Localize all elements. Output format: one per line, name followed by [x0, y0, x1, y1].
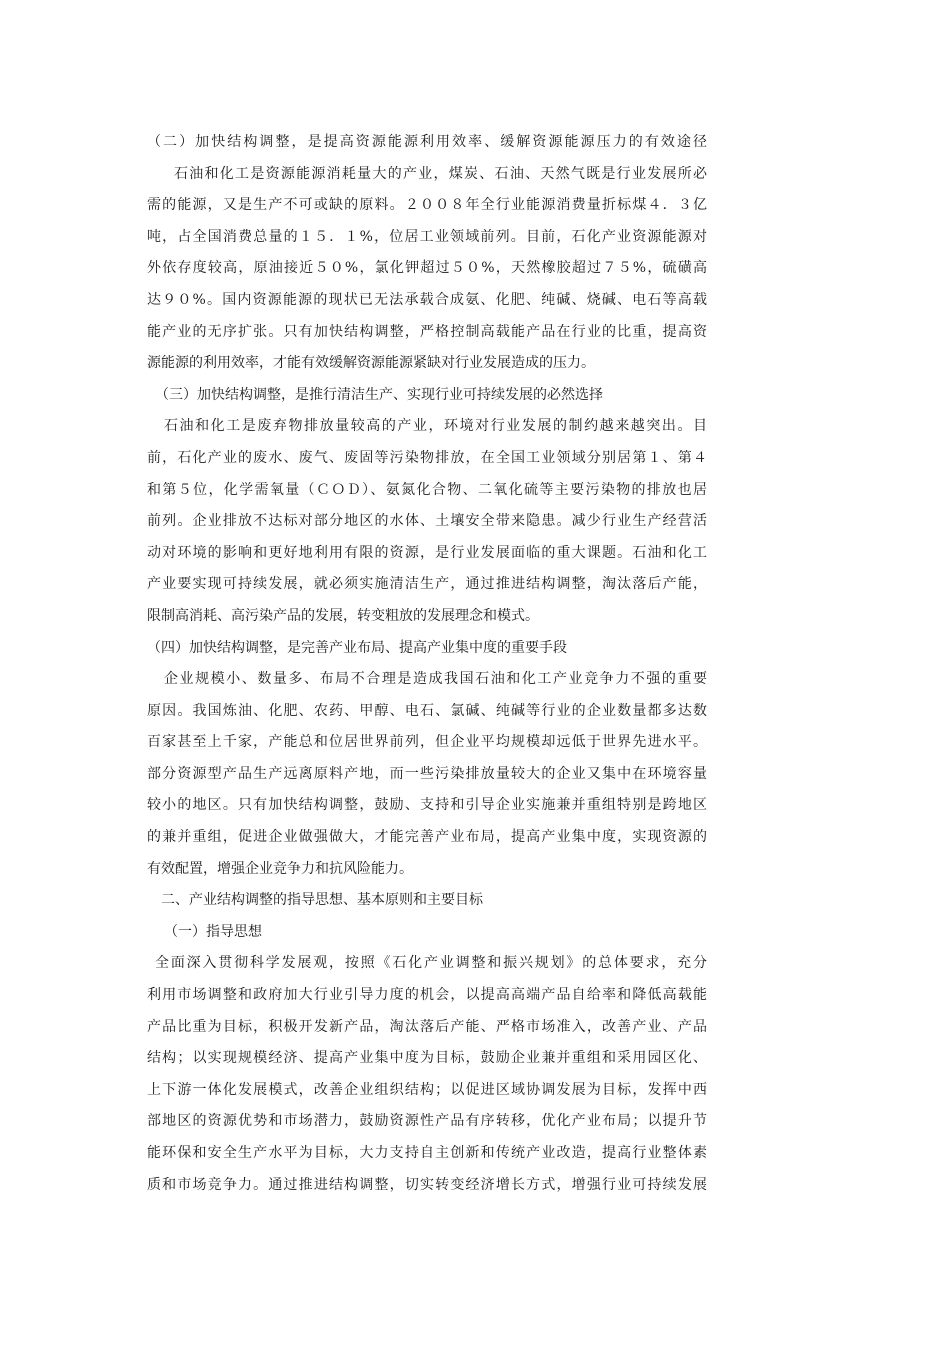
paragraph-line: 和第５位，化学需氧量（ＣＯＤ）、氨氮化合物、二氧化硫等主要污染物的排放也居	[147, 481, 707, 498]
paragraph-line: 全面深入贯彻科学发展观，按照《石化产业调整和振兴规划》的总体要求，充分	[155, 955, 707, 972]
paragraph-line: 石油和化工是资源能源消耗量大的产业，煤炭、石油、天然气既是行业发展所必	[174, 165, 707, 182]
paragraph-line: 质和市场竞争力。通过推进结构调整，切实转变经济增长方式，增强行业可持续发展	[147, 1176, 707, 1193]
paragraph-line: 前列。企业排放不达标对部分地区的水体、土壤安全带来隐患。减少行业生产经营活	[147, 513, 707, 530]
heading-section-4: （四）加快结构调整，是完善产业布局、提高产业集中度的重要手段	[147, 639, 567, 656]
heading-guiding-ideology: （一）指导思想	[164, 923, 262, 940]
heading-section-2: （二）加快结构调整，是提高资源能源利用效率、缓解资源能源压力的有效途径	[147, 134, 707, 150]
paragraph-line: 利用市场调整和政府加大行业引导力度的机会，以提高高端产品自给率和降低高载能	[147, 987, 707, 1004]
paragraph-line: 产品比重为目标，积极开发新产品，淘汰落后产能、严格市场准入，改善产业、产品	[147, 1018, 707, 1035]
paragraph-line: 部地区的资源优势和市场潜力，鼓励资源性产品有序转移，优化产业布局；以提升节	[147, 1113, 707, 1130]
paragraph-line: 动对环境的影响和更好地利用有限的资源，是行业发展面临的重大课题。石油和化工	[147, 544, 707, 561]
heading-section-3: （三）加快结构调整，是推行清洁生产、实现行业可持续发展的必然选择	[155, 386, 603, 403]
paragraph-line: 的兼并重组，促进企业做强做大，才能完善产业布局，提高产业集中度，实现资源的	[147, 829, 707, 846]
paragraph-line: 产业要实现可持续发展，就必须实施清洁生产，通过推进结构调整，淘汰落后产能，	[147, 576, 707, 593]
paragraph-line: 能环保和安全生产水平为目标，大力支持自主创新和传统产业改造，提高行业整体素	[147, 1145, 707, 1161]
paragraph-line: 吨，占全国消费总量的１５．１%，位居工业领域前列。目前，石化产业资源能源对	[147, 228, 707, 245]
paragraph-line: 石油和化工是废弃物排放量较高的产业，环境对行业发展的制约越来越突出。目	[164, 418, 707, 435]
paragraph-line: 源能源的利用效率，才能有效缓解资源能源紧缺对行业发展造成的压力。	[147, 355, 595, 372]
paragraph-line: 百家甚至上千家，产能总和位居世界前列，但企业平均规模却远低于世界先进水平。	[147, 734, 707, 751]
paragraph-line: 企业规模小、数量多、布局不合理是造成我国石油和化工产业竞争力不强的重要	[164, 671, 707, 688]
paragraph-line: 限制高消耗、高污染产品的发展，转变粗放的发展理念和模式。	[147, 607, 539, 624]
paragraph-line: 上下游一体化发展模式，改善企业组织结构；以促进区域协调发展为目标，发挥中西	[147, 1081, 707, 1098]
paragraph-line: 外依存度较高，原油接近５０%，氯化钾超过５０%，天然橡胶超过７５%，硫磺高	[147, 260, 707, 277]
paragraph-line: 部分资源型产品生产远离原料产地，而一些污染排放量较大的企业又集中在环境容量	[147, 765, 707, 782]
paragraph-line: 需的能源，又是生产不可或缺的原料。２００８年全行业能源消费量折标煤４．３亿	[147, 197, 707, 214]
paragraph-line: 结构；以实现规模经济、提高产业集中度为目标，鼓励企业兼并重组和采用园区化、	[147, 1050, 707, 1067]
document-body	[147, 127, 707, 1201]
paragraph-line: 有效配置，增强企业竞争力和抗风险能力。	[147, 860, 413, 877]
paragraph-line: 前，石化产业的废水、废气、废固等污染物排放，在全国工业领域分别居第１、第４	[147, 449, 707, 466]
paragraph-line: 达９０%。国内资源能源的现状已无法承载合成氨、化肥、纯碱、烧碱、电石等高载	[147, 291, 707, 308]
paragraph-line: 能产业的无序扩张。只有加快结构调整，严格控制高载能产品在行业的比重，提高资	[147, 323, 707, 340]
paragraph-line: 原因。我国炼油、化肥、农药、甲醇、电石、氯碱、纯碱等行业的企业数量都多达数	[147, 702, 707, 719]
paragraph-line: 较小的地区。只有加快结构调整，鼓励、支持和引导企业实施兼并重组特别是跨地区	[147, 797, 707, 814]
heading-part-2: 二、产业结构调整的指导思想、基本原则和主要目标	[161, 892, 483, 909]
